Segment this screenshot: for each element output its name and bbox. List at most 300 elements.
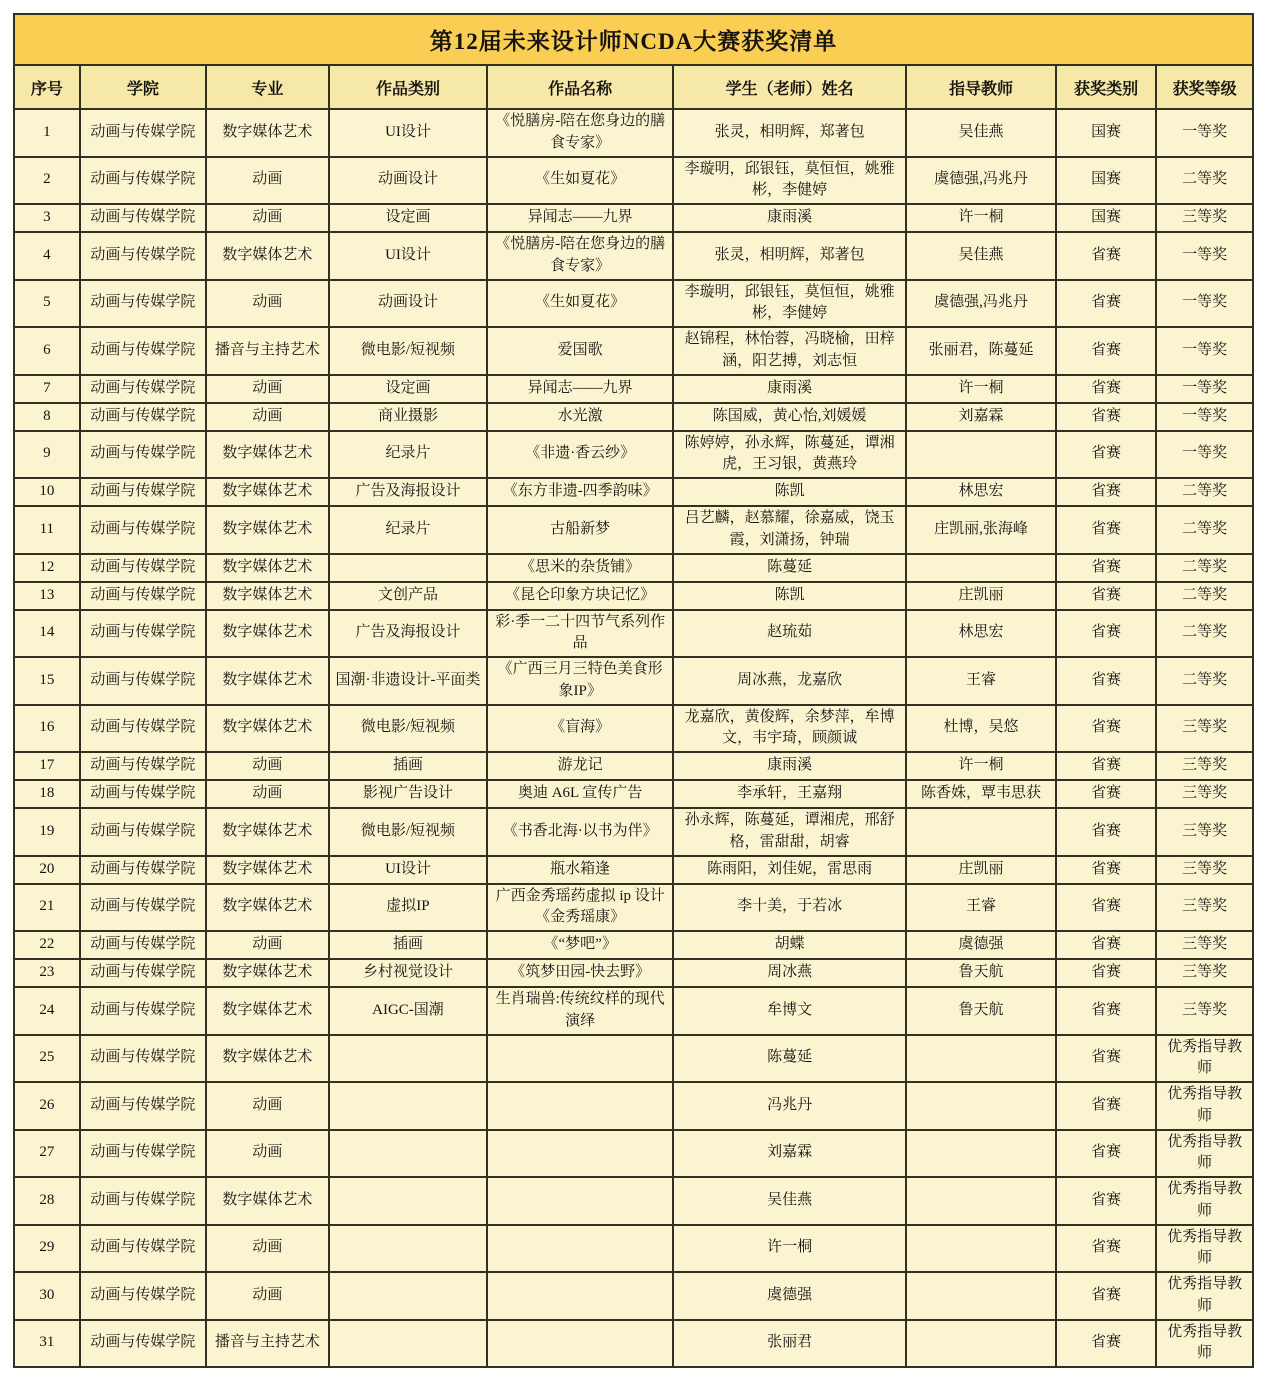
table-cell-no: 22 xyxy=(14,931,80,959)
table-row xyxy=(14,204,1253,232)
table-cell-category: 动画设计 xyxy=(329,280,488,328)
table-cell-college: 动画与传媒学院 xyxy=(80,582,206,610)
table-cell-award-category: 省赛 xyxy=(1056,478,1156,506)
table-cell-no: 20 xyxy=(14,856,80,884)
table-cell-award-level: 三等奖 xyxy=(1156,931,1253,959)
table-cell-no: 17 xyxy=(14,752,80,780)
table-cell-award-category: 省赛 xyxy=(1056,959,1156,987)
table-cell-major: 动画 xyxy=(206,1272,329,1320)
table-cell-college: 动画与传媒学院 xyxy=(80,705,206,753)
table-cell-award-category: 省赛 xyxy=(1056,375,1156,403)
table-cell-award-level: 优秀指导教师 xyxy=(1156,1082,1253,1130)
table-cell-advisor: 王睿 xyxy=(906,884,1056,932)
table-cell-major: 数字媒体艺术 xyxy=(206,657,329,705)
table-cell-award-level: 一等奖 xyxy=(1156,109,1253,157)
table-cell-no: 12 xyxy=(14,554,80,582)
table-cell-advisor: 许一桐 xyxy=(906,204,1056,232)
table-cell-work-title: 《悦膳房-陪在您身边的膳食专家》 xyxy=(487,109,673,157)
table-cell-students: 李璇明，邱银钰，莫恒恒，姚雅彬，李健婷 xyxy=(673,280,906,328)
column-header-no: 序号 xyxy=(14,65,80,109)
table-cell-college: 动画与传媒学院 xyxy=(80,109,206,157)
table-cell-advisor: 虞德强,冯兆丹 xyxy=(906,157,1056,205)
table-cell-advisor xyxy=(906,808,1056,856)
table-cell-work-title: 《思米的杂货铺》 xyxy=(487,554,673,582)
table-cell-students: 周冰燕，龙嘉欣 xyxy=(673,657,906,705)
table-cell-award-level: 优秀指导教师 xyxy=(1156,1225,1253,1273)
table-row xyxy=(14,554,1253,582)
table-cell-students: 吴佳燕 xyxy=(673,1177,906,1225)
table-cell-category: UI设计 xyxy=(329,109,488,157)
table-cell-college: 动画与传媒学院 xyxy=(80,327,206,375)
table-cell-college: 动画与传媒学院 xyxy=(80,232,206,280)
column-header-college: 学院 xyxy=(80,65,206,109)
table-cell-work-title: 游龙记 xyxy=(487,752,673,780)
table-cell-students: 张灵，相明辉，郑著包 xyxy=(673,232,906,280)
table-cell-work-title: 瓶水箱逢 xyxy=(487,856,673,884)
table-row xyxy=(14,657,1253,705)
table-row xyxy=(14,808,1253,856)
table-cell-no: 10 xyxy=(14,478,80,506)
table-cell-category: 影视广告设计 xyxy=(329,780,488,808)
table-cell-category: 微电影/短视频 xyxy=(329,327,488,375)
table-cell-students: 冯兆丹 xyxy=(673,1082,906,1130)
table-cell-students: 李璇明，邱银钰，莫恒恒，姚雅彬，李健婷 xyxy=(673,157,906,205)
table-cell-work-title xyxy=(487,1130,673,1178)
table-cell-award-level: 优秀指导教师 xyxy=(1156,1320,1253,1368)
table-row xyxy=(14,959,1253,987)
table-cell-work-title: 《“梦吧”》 xyxy=(487,931,673,959)
table-cell-category: 广告及海报设计 xyxy=(329,610,488,658)
table-cell-award-level: 三等奖 xyxy=(1156,705,1253,753)
table-cell-no: 11 xyxy=(14,506,80,554)
table-row xyxy=(14,403,1253,431)
table-cell-award-category: 省赛 xyxy=(1056,280,1156,328)
table-cell-major: 动画 xyxy=(206,157,329,205)
table-row xyxy=(14,478,1253,506)
table-cell-award-category: 省赛 xyxy=(1056,582,1156,610)
table-cell-college: 动画与传媒学院 xyxy=(80,1272,206,1320)
table-cell-work-title: 《非遗·香云纱》 xyxy=(487,431,673,479)
table-cell-no: 28 xyxy=(14,1177,80,1225)
table-cell-students: 陈凯 xyxy=(673,478,906,506)
table-cell-award-level: 二等奖 xyxy=(1156,657,1253,705)
table-cell-award-category: 省赛 xyxy=(1056,1272,1156,1320)
table-cell-category: 微电影/短视频 xyxy=(329,705,488,753)
table-cell-major: 动画 xyxy=(206,204,329,232)
table-cell-category xyxy=(329,1177,488,1225)
table-cell-category xyxy=(329,1035,488,1083)
table-cell-award-category: 国赛 xyxy=(1056,157,1156,205)
table-cell-advisor: 陈香姝，覃韦思获 xyxy=(906,780,1056,808)
table-cell-major: 数字媒体艺术 xyxy=(206,959,329,987)
table-cell-students: 陈雨阳，刘佳妮，雷思雨 xyxy=(673,856,906,884)
table-cell-award-level: 三等奖 xyxy=(1156,780,1253,808)
table-row xyxy=(14,931,1253,959)
table-cell-major: 播音与主持艺术 xyxy=(206,327,329,375)
column-header-major: 专业 xyxy=(206,65,329,109)
table-cell-college: 动画与传媒学院 xyxy=(80,808,206,856)
table-row xyxy=(14,232,1253,280)
table-cell-college: 动画与传媒学院 xyxy=(80,506,206,554)
table-cell-major: 数字媒体艺术 xyxy=(206,582,329,610)
table-cell-category: 文创产品 xyxy=(329,582,488,610)
table-cell-category: 纪录片 xyxy=(329,431,488,479)
table-row xyxy=(14,1082,1253,1130)
table-cell-college: 动画与传媒学院 xyxy=(80,780,206,808)
table-cell-advisor: 林思宏 xyxy=(906,610,1056,658)
table-cell-category: 商业摄影 xyxy=(329,403,488,431)
table-cell-award-category: 省赛 xyxy=(1056,403,1156,431)
table-cell-award-category: 省赛 xyxy=(1056,856,1156,884)
table-cell-advisor xyxy=(906,1082,1056,1130)
table-cell-award-level: 二等奖 xyxy=(1156,478,1253,506)
table-cell-no: 23 xyxy=(14,959,80,987)
table-cell-major: 数字媒体艺术 xyxy=(206,1177,329,1225)
table-cell-category: 广告及海报设计 xyxy=(329,478,488,506)
table-cell-work-title: 《悦膳房-陪在您身边的膳食专家》 xyxy=(487,232,673,280)
table-cell-award-level: 三等奖 xyxy=(1156,987,1253,1035)
table-cell-award-level: 三等奖 xyxy=(1156,204,1253,232)
table-cell-category xyxy=(329,554,488,582)
table-cell-students: 胡蝶 xyxy=(673,931,906,959)
table-cell-award-level: 三等奖 xyxy=(1156,808,1253,856)
table-cell-award-level: 一等奖 xyxy=(1156,375,1253,403)
table-cell-award-category: 省赛 xyxy=(1056,431,1156,479)
table-cell-no: 1 xyxy=(14,109,80,157)
table-cell-category xyxy=(329,1130,488,1178)
table-cell-college: 动画与传媒学院 xyxy=(80,884,206,932)
table-cell-award-category: 省赛 xyxy=(1056,657,1156,705)
table-cell-award-level: 三等奖 xyxy=(1156,752,1253,780)
table-cell-college: 动画与传媒学院 xyxy=(80,959,206,987)
table-cell-award-level: 三等奖 xyxy=(1156,884,1253,932)
table-cell-major: 数字媒体艺术 xyxy=(206,884,329,932)
table-cell-work-title: 《广西三月三特色美食形象IP》 xyxy=(487,657,673,705)
table-cell-college: 动画与传媒学院 xyxy=(80,610,206,658)
table-cell-college: 动画与传媒学院 xyxy=(80,1320,206,1368)
table-cell-major: 动画 xyxy=(206,1225,329,1273)
table-cell-category: 动画设计 xyxy=(329,157,488,205)
table-cell-award-level: 一等奖 xyxy=(1156,280,1253,328)
table-cell-no: 21 xyxy=(14,884,80,932)
table-cell-award-category: 省赛 xyxy=(1056,1225,1156,1273)
table-row xyxy=(14,987,1253,1035)
table-cell-students: 陈蔓延 xyxy=(673,554,906,582)
table-cell-advisor xyxy=(906,1177,1056,1225)
table-cell-major: 数字媒体艺术 xyxy=(206,987,329,1035)
column-header-category: 作品类别 xyxy=(329,65,488,109)
table-cell-advisor xyxy=(906,554,1056,582)
table-cell-award-category: 国赛 xyxy=(1056,204,1156,232)
table-cell-no: 5 xyxy=(14,280,80,328)
table-cell-students: 牟博文 xyxy=(673,987,906,1035)
table-cell-category: AIGC-国潮 xyxy=(329,987,488,1035)
table-cell-college: 动画与传媒学院 xyxy=(80,1130,206,1178)
table-cell-major: 动画 xyxy=(206,1082,329,1130)
table-cell-work-title xyxy=(487,1177,673,1225)
table-cell-award-category: 国赛 xyxy=(1056,109,1156,157)
table-cell-no: 9 xyxy=(14,431,80,479)
column-header-advisor: 指导教师 xyxy=(906,65,1056,109)
table-cell-award-level: 二等奖 xyxy=(1156,157,1253,205)
table-cell-no: 24 xyxy=(14,987,80,1035)
table-cell-college: 动画与传媒学院 xyxy=(80,1177,206,1225)
table-row xyxy=(14,280,1253,328)
table-cell-advisor xyxy=(906,1130,1056,1178)
table-cell-category xyxy=(329,1082,488,1130)
table-cell-students: 康雨溪 xyxy=(673,752,906,780)
table-cell-advisor xyxy=(906,1225,1056,1273)
table-cell-college: 动画与传媒学院 xyxy=(80,403,206,431)
table-cell-no: 30 xyxy=(14,1272,80,1320)
table-cell-major: 动画 xyxy=(206,403,329,431)
table-cell-work-title xyxy=(487,1272,673,1320)
table-cell-award-category: 省赛 xyxy=(1056,752,1156,780)
table-cell-college: 动画与传媒学院 xyxy=(80,856,206,884)
table-cell-award-level: 二等奖 xyxy=(1156,610,1253,658)
table-row xyxy=(14,109,1253,157)
table-cell-work-title: 《筑梦田园-快去野》 xyxy=(487,959,673,987)
table-cell-major: 数字媒体艺术 xyxy=(206,478,329,506)
table-cell-students: 张丽君 xyxy=(673,1320,906,1368)
table-cell-work-title: 《东方非遗-四季韵味》 xyxy=(487,478,673,506)
table-row xyxy=(14,582,1253,610)
table-cell-category: 设定画 xyxy=(329,375,488,403)
table-cell-major: 动画 xyxy=(206,375,329,403)
page-title: 第12届未来设计师NCDA大赛获奖清单 xyxy=(14,14,1253,65)
table-cell-award-level: 一等奖 xyxy=(1156,232,1253,280)
table-cell-award-category: 省赛 xyxy=(1056,931,1156,959)
table-cell-college: 动画与传媒学院 xyxy=(80,1082,206,1130)
table-cell-students: 李承轩，王嘉翔 xyxy=(673,780,906,808)
table-cell-major: 动画 xyxy=(206,752,329,780)
title-row xyxy=(14,14,1253,65)
table-cell-award-level: 二等奖 xyxy=(1156,582,1253,610)
table-cell-award-category: 省赛 xyxy=(1056,1082,1156,1130)
table-cell-work-title: 水光激 xyxy=(487,403,673,431)
table-cell-no: 15 xyxy=(14,657,80,705)
table-cell-college: 动画与传媒学院 xyxy=(80,280,206,328)
table-cell-students: 赵锦程，林怡蓉，冯晓榆，田梓涵，阳艺搏，刘志恒 xyxy=(673,327,906,375)
table-cell-category: UI设计 xyxy=(329,856,488,884)
table-row xyxy=(14,327,1253,375)
table-cell-advisor: 庄凯丽 xyxy=(906,856,1056,884)
table-cell-students: 康雨溪 xyxy=(673,204,906,232)
table-cell-award-category: 省赛 xyxy=(1056,1130,1156,1178)
table-cell-work-title: 广西金秀瑶药虚拟 ip 设计《金秀瑶康》 xyxy=(487,884,673,932)
table-cell-advisor: 杜博，吴悠 xyxy=(906,705,1056,753)
table-cell-category xyxy=(329,1272,488,1320)
table-cell-award-level: 一等奖 xyxy=(1156,403,1253,431)
table-cell-award-level: 二等奖 xyxy=(1156,506,1253,554)
table-cell-students: 孙永辉，陈蔓延，谭湘虎，邢舒格，雷甜甜，胡睿 xyxy=(673,808,906,856)
table-cell-students: 陈婷婷，孙永辉，陈蔓延，谭湘虎，王习银，黄燕玲 xyxy=(673,431,906,479)
table-cell-students: 许一桐 xyxy=(673,1225,906,1273)
table-cell-award-level: 二等奖 xyxy=(1156,554,1253,582)
table-cell-award-category: 省赛 xyxy=(1056,327,1156,375)
table-cell-work-title: 古船新梦 xyxy=(487,506,673,554)
table-row xyxy=(14,1130,1253,1178)
table-cell-award-category: 省赛 xyxy=(1056,808,1156,856)
table-cell-major: 数字媒体艺术 xyxy=(206,1035,329,1083)
table-cell-major: 动画 xyxy=(206,1130,329,1178)
table-cell-category: 乡村视觉设计 xyxy=(329,959,488,987)
table-cell-no: 27 xyxy=(14,1130,80,1178)
table-cell-students: 陈国威，黄心怡,刘媛媛 xyxy=(673,403,906,431)
table-cell-major: 数字媒体艺术 xyxy=(206,808,329,856)
table-cell-students: 周冰燕 xyxy=(673,959,906,987)
table-cell-advisor xyxy=(906,431,1056,479)
table-cell-no: 7 xyxy=(14,375,80,403)
table-cell-college: 动画与传媒学院 xyxy=(80,478,206,506)
table-row xyxy=(14,1272,1253,1320)
table-cell-advisor xyxy=(906,1272,1056,1320)
table-cell-work-title: 异闻志——九界 xyxy=(487,375,673,403)
table-cell-work-title: 彩·季一二十四节气系列作品 xyxy=(487,610,673,658)
table-cell-award-level: 优秀指导教师 xyxy=(1156,1177,1253,1225)
table-cell-award-level: 三等奖 xyxy=(1156,856,1253,884)
table-cell-advisor: 张丽君，陈蔓延 xyxy=(906,327,1056,375)
table-cell-students: 陈蔓延 xyxy=(673,1035,906,1083)
table-cell-major: 动画 xyxy=(206,931,329,959)
table-cell-award-level: 一等奖 xyxy=(1156,431,1253,479)
table-row xyxy=(14,1035,1253,1083)
table-cell-category: 国潮·非遗设计-平面类 xyxy=(329,657,488,705)
table-cell-award-category: 省赛 xyxy=(1056,1177,1156,1225)
table-cell-students: 龙嘉欣，黄俊辉，余梦萍，牟博文，韦宇琦，顾颜诚 xyxy=(673,705,906,753)
table-cell-no: 6 xyxy=(14,327,80,375)
table-row xyxy=(14,375,1253,403)
table-cell-students: 刘嘉霖 xyxy=(673,1130,906,1178)
table-cell-students: 赵琉茹 xyxy=(673,610,906,658)
table-cell-work-title: 爱国歌 xyxy=(487,327,673,375)
table-cell-no: 26 xyxy=(14,1082,80,1130)
table-cell-major: 数字媒体艺术 xyxy=(206,232,329,280)
table-row xyxy=(14,1177,1253,1225)
column-header-work-title: 作品名称 xyxy=(487,65,673,109)
table-cell-major: 数字媒体艺术 xyxy=(206,856,329,884)
table-cell-award-level: 优秀指导教师 xyxy=(1156,1272,1253,1320)
column-header-award-category: 获奖类别 xyxy=(1056,65,1156,109)
table-cell-advisor: 王睿 xyxy=(906,657,1056,705)
table-cell-college: 动画与传媒学院 xyxy=(80,987,206,1035)
table-cell-no: 18 xyxy=(14,780,80,808)
column-header-students: 学生（老师）姓名 xyxy=(673,65,906,109)
table-cell-work-title xyxy=(487,1035,673,1083)
table-cell-no: 25 xyxy=(14,1035,80,1083)
table-cell-major: 数字媒体艺术 xyxy=(206,554,329,582)
table-row xyxy=(14,431,1253,479)
table-cell-no: 16 xyxy=(14,705,80,753)
table-cell-category: 虚拟IP xyxy=(329,884,488,932)
table-cell-work-title: 生肖瑞兽:传统纹样的现代演绎 xyxy=(487,987,673,1035)
table-cell-college: 动画与传媒学院 xyxy=(80,431,206,479)
table-cell-work-title: 《生如夏花》 xyxy=(487,157,673,205)
table-cell-award-category: 省赛 xyxy=(1056,506,1156,554)
table-cell-work-title xyxy=(487,1082,673,1130)
table-cell-no: 2 xyxy=(14,157,80,205)
table-cell-no: 13 xyxy=(14,582,80,610)
table-cell-students: 吕艺麟，赵慕耀，徐嘉威，饶玉霞，刘潇扬，钟瑞 xyxy=(673,506,906,554)
table-cell-students: 康雨溪 xyxy=(673,375,906,403)
table-cell-no: 3 xyxy=(14,204,80,232)
table-row xyxy=(14,705,1253,753)
table-row xyxy=(14,506,1253,554)
table-cell-category: UI设计 xyxy=(329,232,488,280)
table-cell-advisor: 庄凯丽,张海峰 xyxy=(906,506,1056,554)
table-cell-category: 设定画 xyxy=(329,204,488,232)
table-row xyxy=(14,856,1253,884)
table-cell-students: 李十美，于若冰 xyxy=(673,884,906,932)
table-cell-advisor: 鲁天航 xyxy=(906,959,1056,987)
table-cell-award-level: 优秀指导教师 xyxy=(1156,1130,1253,1178)
table-cell-no: 29 xyxy=(14,1225,80,1273)
table-cell-college: 动画与传媒学院 xyxy=(80,1035,206,1083)
table-row xyxy=(14,1320,1253,1368)
column-header-award-level: 获奖等级 xyxy=(1156,65,1253,109)
table-cell-college: 动画与传媒学院 xyxy=(80,931,206,959)
table-cell-major: 动画 xyxy=(206,280,329,328)
table-cell-category: 插画 xyxy=(329,931,488,959)
table-cell-advisor: 庄凯丽 xyxy=(906,582,1056,610)
table-cell-college: 动画与传媒学院 xyxy=(80,657,206,705)
table-cell-work-title: 奥迪 A6L 宣传广告 xyxy=(487,780,673,808)
table-cell-college: 动画与传媒学院 xyxy=(80,554,206,582)
table-cell-advisor: 虞德强 xyxy=(906,931,1056,959)
table-cell-major: 数字媒体艺术 xyxy=(206,610,329,658)
table-cell-award-level: 优秀指导教师 xyxy=(1156,1035,1253,1083)
table-cell-award-category: 省赛 xyxy=(1056,232,1156,280)
table-cell-advisor xyxy=(906,1035,1056,1083)
table-cell-work-title: 《盲海》 xyxy=(487,705,673,753)
table-row xyxy=(14,610,1253,658)
table-row xyxy=(14,752,1253,780)
table-cell-category xyxy=(329,1225,488,1273)
table-cell-award-category: 省赛 xyxy=(1056,1035,1156,1083)
table-cell-major: 播音与主持艺术 xyxy=(206,1320,329,1368)
table-body xyxy=(14,109,1253,1367)
table-cell-major: 数字媒体艺术 xyxy=(206,431,329,479)
table-cell-no: 31 xyxy=(14,1320,80,1368)
table-cell-advisor: 许一桐 xyxy=(906,375,1056,403)
table-cell-advisor: 鲁天航 xyxy=(906,987,1056,1035)
table-cell-work-title xyxy=(487,1320,673,1368)
table-cell-category: 插画 xyxy=(329,752,488,780)
table-cell-work-title: 异闻志——九界 xyxy=(487,204,673,232)
table-row xyxy=(14,157,1253,205)
table-cell-no: 19 xyxy=(14,808,80,856)
table-cell-award-category: 省赛 xyxy=(1056,554,1156,582)
table-cell-advisor: 林思宏 xyxy=(906,478,1056,506)
table-cell-college: 动画与传媒学院 xyxy=(80,157,206,205)
table-cell-work-title: 《昆仑印象方块记忆》 xyxy=(487,582,673,610)
table-cell-major: 数字媒体艺术 xyxy=(206,109,329,157)
table-cell-students: 虞德强 xyxy=(673,1272,906,1320)
table-cell-award-category: 省赛 xyxy=(1056,610,1156,658)
table-cell-advisor: 许一桐 xyxy=(906,752,1056,780)
awards-table xyxy=(13,13,1254,1368)
table-cell-award-category: 省赛 xyxy=(1056,780,1156,808)
table-cell-advisor xyxy=(906,1320,1056,1368)
table-cell-college: 动画与传媒学院 xyxy=(80,752,206,780)
table-cell-major: 数字媒体艺术 xyxy=(206,506,329,554)
table-cell-award-level: 三等奖 xyxy=(1156,959,1253,987)
table-cell-advisor: 吴佳燕 xyxy=(906,109,1056,157)
table-cell-major: 动画 xyxy=(206,780,329,808)
table-cell-award-category: 省赛 xyxy=(1056,705,1156,753)
table-cell-advisor: 虞德强,冯兆丹 xyxy=(906,280,1056,328)
table-cell-advisor: 吴佳燕 xyxy=(906,232,1056,280)
